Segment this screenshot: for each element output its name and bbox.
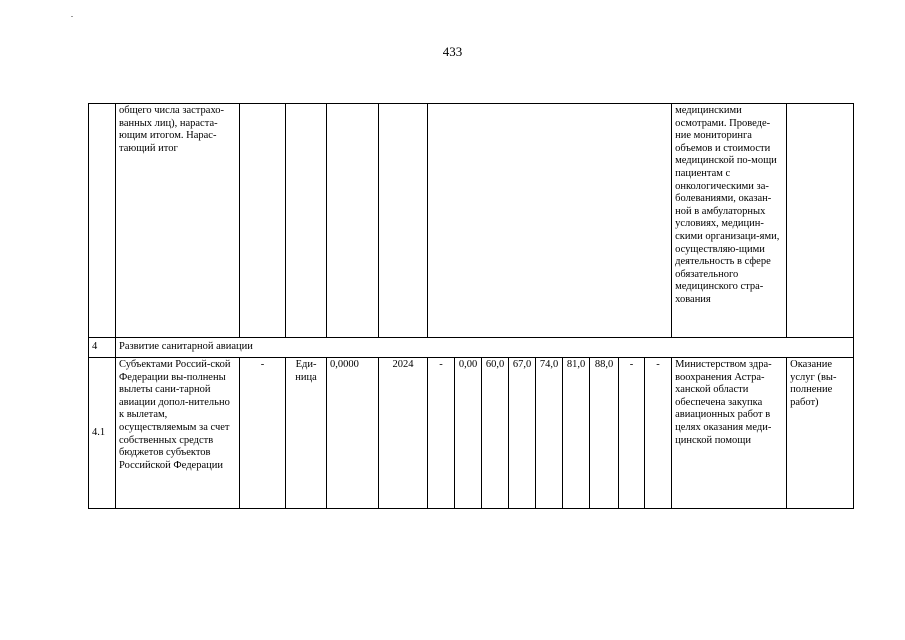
- page-number: 433: [442, 44, 463, 59]
- item-value: -: [619, 358, 645, 509]
- item-value: 60,0: [482, 358, 509, 509]
- item-value: 81,0: [563, 358, 590, 509]
- item-base-year: 2024: [379, 358, 428, 509]
- section-title: Развитие санитарной авиации: [116, 338, 854, 358]
- item-value: 74,0: [536, 358, 563, 509]
- cell-type: [240, 104, 286, 338]
- cell-base-value: [327, 104, 379, 338]
- item-base-value: 0,0000: [327, 358, 379, 509]
- item-value: 88,0: [590, 358, 619, 509]
- item-number: 4.1: [89, 358, 116, 509]
- item-value: 0,00: [455, 358, 482, 509]
- cell-period-values: [428, 104, 672, 338]
- cell-number: [89, 104, 116, 338]
- table-row-item: [89, 358, 854, 509]
- cell-unit: [286, 104, 327, 338]
- cell-indicator: общего числа застрахо-ванных лиц), нараста-ющим итогом. Нарас-тающий итог: [116, 104, 240, 338]
- table-row-section: [89, 338, 854, 358]
- table-row-continuation: [89, 104, 854, 338]
- item-value: 67,0: [509, 358, 536, 509]
- cell-responsible: медицинскими осмотрами. Проведе-ние мониторинга объемов и стоимости медицинской по-мощи пациентам с онкологическими за-болеваниями, оказан-ной в амбулаторных условиях, медицин-скими организаци-ями, осуществляю-щими деятельность в сфере обязательного медицинского стра-хования: [672, 104, 787, 338]
- item-indicator: Субъектами Россий-ской Федерации вы-полнены вылеты сани-тарной авиации допол-нительно к вылетам, осуществляемым за счет собственных средств бюджетов субъектов Российской Федерации: [116, 358, 240, 509]
- item-unit: Еди-ница: [286, 358, 327, 509]
- item-type: -: [240, 358, 286, 509]
- scan-speck: [71, 16, 73, 17]
- cell-result-type: [787, 104, 854, 338]
- item-value: -: [428, 358, 455, 509]
- item-responsible: Министерством здра-воохранения Астра-ханской области обеспечена закупка авиационных работ в целях оказания меди-цинской помощи: [672, 358, 787, 509]
- item-value: -: [645, 358, 672, 509]
- cell-base-year: [379, 104, 428, 338]
- item-result-type: Оказание услуг (вы-полнение работ): [787, 358, 854, 509]
- section-number: 4: [89, 338, 116, 358]
- indicators-table: [88, 103, 854, 509]
